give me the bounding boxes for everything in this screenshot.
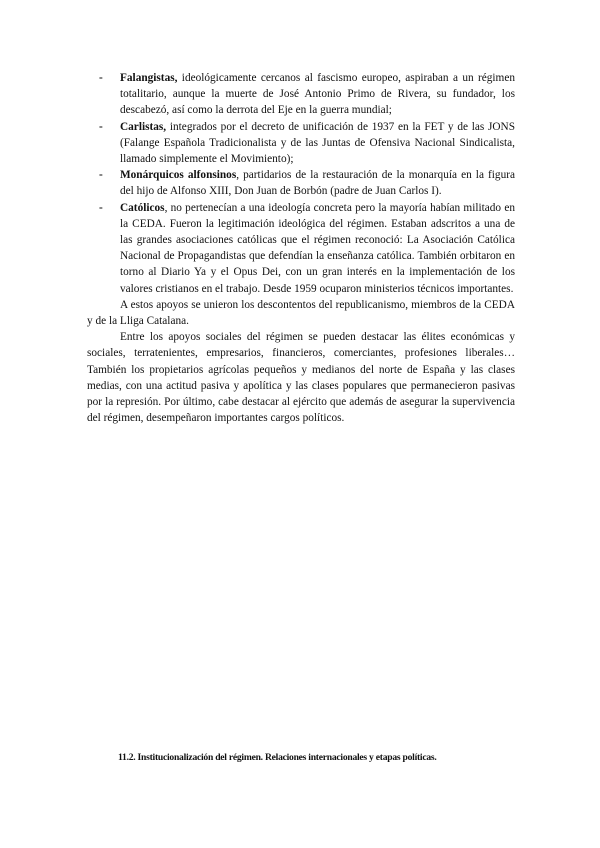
dash-bullet: - [99,72,103,84]
list-item-text: , no pertenecían a una ideología concreta pero la mayoría habían militado en la CEDA. Fueron la legitimación ideológica del régimen. Estaban adscritos a una de las grandes asociaciones católicas que el régimen reconoció: La Asociación Católica Nacional de Propagandistas que defendían la enseñanza católica. También orbitaron en torno al Diario Ya y el Opus Dei, con un gran interés en la implementación de los valores cristianos en el trabajo. Desde 1959 ocuparon ministerios técnicos importantes. [120,201,515,295]
list-item-carlistas [87,119,515,168]
list-item-term: Falangistas, [120,72,178,84]
support-groups-list [87,70,515,297]
body-text [87,70,515,426]
paragraph-apoyos-sociales: Entre los apoyos sociales del régimen se pueden destacar las élites económicas y sociales, terratenientes, empresarios, financieros, comerciantes, profesiones liberales… También los propietarios agrícolas pequeños y medianos del norte de España y las clases medias, con una actitud pasiva y apolítica y las clases populares que permanecieron pasivas por la represión. Por último, cabe destacar al ejército que además de asegurar la supervivencia del régimen, desempeñaron importantes cargos políticos. [87,331,515,425]
paragraph-apoyos: A estos apoyos se unieron los descontentos del republicanismo, miembros de la CEDA y de la Lliga Catalana. [87,298,515,328]
dash-bullet: - [99,169,103,182]
dash-bullet: - [99,201,103,214]
list-item-text: ideológicamente cercanos al fascismo europeo, aspiraban a un régimen totalitario, aunque la muerte de José Antonio Primo de Rivera, su fundador, los descabezó, así como la derrota del Eje en la guerra mundial; [120,72,515,117]
list-item-text: , partidarios de la restauración de la monarquía en la figura del hijo de Alfonso XIII, Don Juan de Borbón (padre de Juan Carlos I). [120,169,515,198]
list-item-term: Católicos [120,201,165,214]
list-item-text: integrados por el decreto de unificación de 1937 en la FET y de las JONS (Falange Española Tradicionalista y de las Juntas de Ofensiva Nacional Sindicalista, llamado simplemente el Movimiento); [120,120,515,166]
list-item-term: Carlistas, [120,120,167,133]
list-item-monarquicos [87,167,515,199]
section-heading: 11.2. Institucionalización del régimen. Relaciones internacionales y etapas políticas. [118,752,437,763]
list-item-falangistas [87,70,515,119]
list-item-term: Monárquicos alfonsinos [120,169,237,182]
dash-bullet: - [99,120,103,133]
list-item-catolicos [87,200,515,297]
